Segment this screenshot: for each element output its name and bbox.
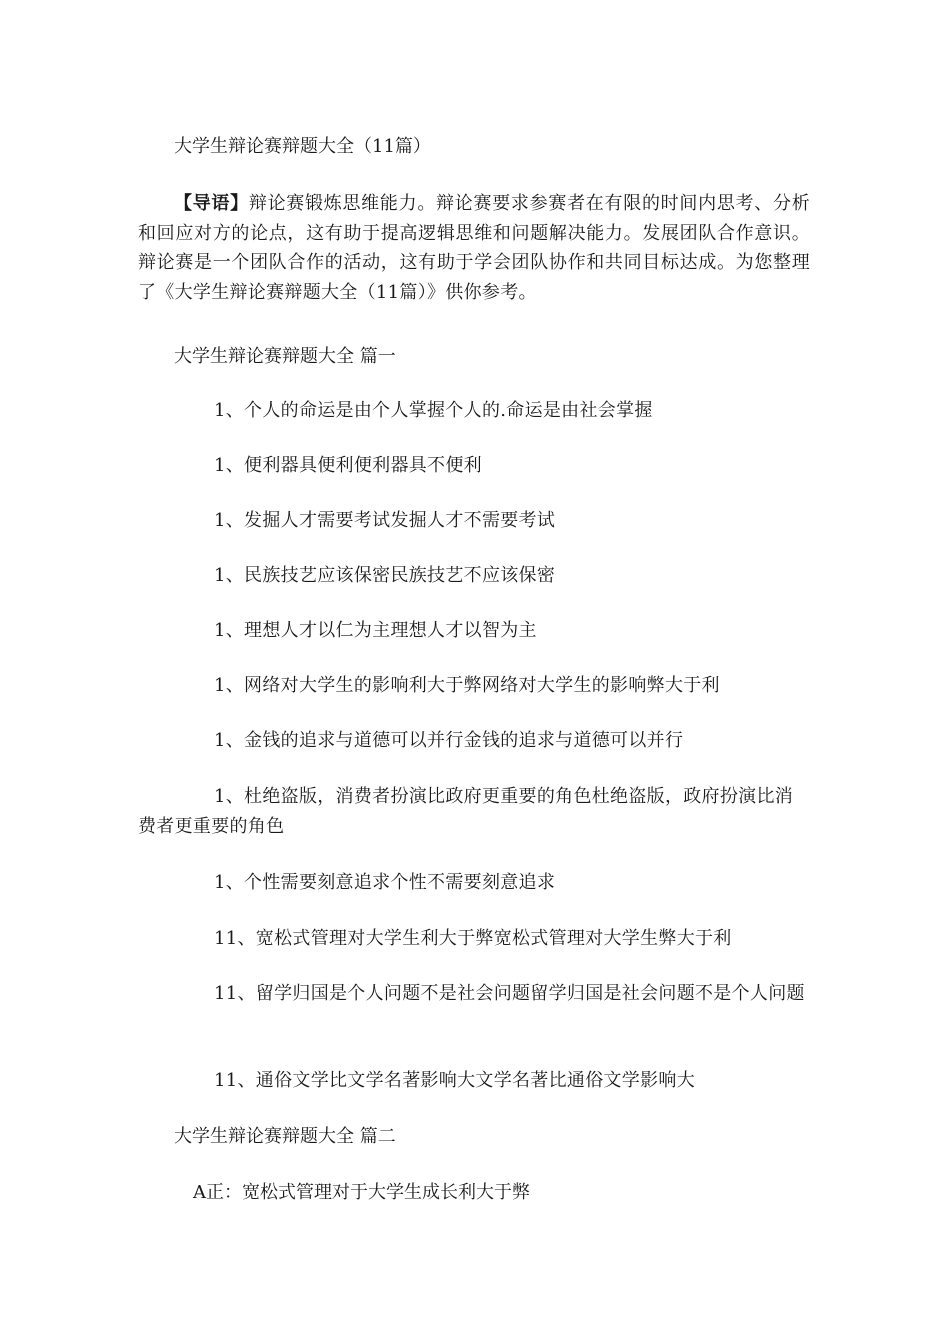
debate-topic: 11、留学归国是个人问题不是社会问题留学归国是社会问题不是个人问题	[214, 983, 805, 1004]
debate-topic: 1、发掘人才需要考试发掘人才不需要考试	[214, 510, 556, 531]
document-title: 大学生辩论赛辩题大全（11篇）	[174, 136, 431, 157]
debate-topic: 11、通俗文学比文学名著影响大文学名著比通俗文学影响大	[214, 1070, 696, 1091]
debate-topic: 1、民族技艺应该保密民族技艺不应该保密	[214, 565, 556, 586]
intro-body: 辩论赛锻炼思维能力。辩论赛要求参赛者在有限的时间内思考、分析和回应对方的论点，这有助于提高逻辑思维和问题解决能力。发展团队合作意识。辩论赛是一个团队合作的活动，这有助于学会团队协作和共同目标达成。为您整理了《大学生辩论赛辩题大全（11篇）》供你参考。	[138, 193, 810, 303]
debate-topic: 1、便利器具便利便利器具不便利	[214, 455, 482, 476]
debate-topic: 1、金钱的追求与道德可以并行金钱的追求与道德可以并行	[214, 730, 684, 751]
intro-paragraph	[138, 189, 810, 307]
section-heading: 大学生辩论赛辩题大全 篇一	[174, 346, 396, 367]
debate-topic: 1、个人的命运是由个人掌握个人的.命运是由社会掌握	[214, 400, 653, 421]
intro-lead: 【导语】	[174, 193, 249, 214]
section-heading: 大学生辩论赛辩题大全 篇二	[174, 1126, 396, 1147]
debate-topic: 1、网络对大学生的影响利大于弊网络对大学生的影响弊大于利	[214, 675, 720, 696]
debate-topic: 1、杜绝盗版，消费者扮演比政府更重要的角色杜绝盗版，政府扮演比消费者更重要的角色	[138, 786, 794, 837]
debate-side-line: A正：宽松式管理对于大学生成长利大于弊	[193, 1182, 530, 1203]
debate-topic: 1、理想人才以仁为主理想人才以智为主	[214, 620, 537, 641]
debate-topic: 1、个性需要刻意追求个性不需要刻意追求	[214, 872, 556, 893]
debate-topic: 11、宽松式管理对大学生利大于弊宽松式管理对大学生弊大于利	[214, 928, 732, 949]
